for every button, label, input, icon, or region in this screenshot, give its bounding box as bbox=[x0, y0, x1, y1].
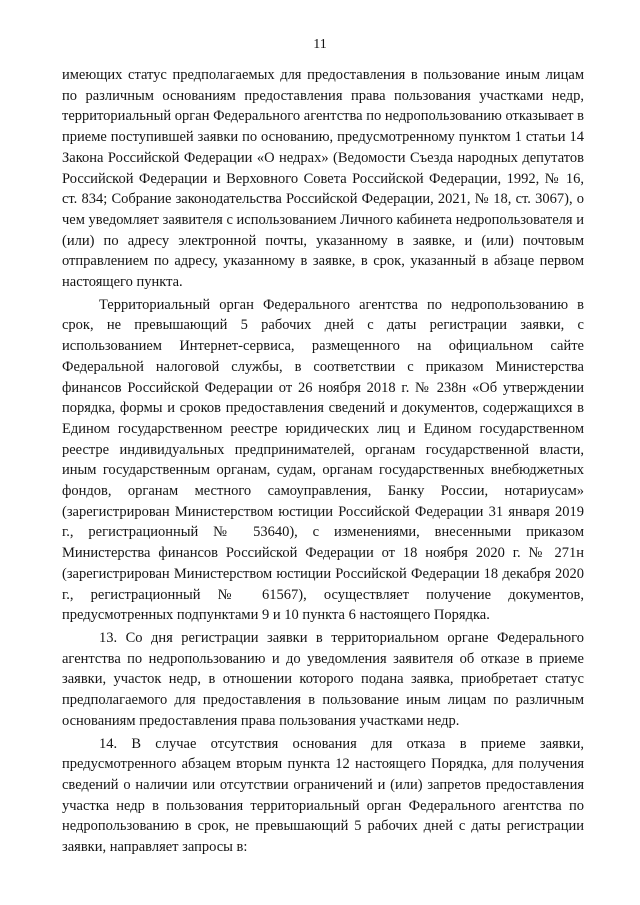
paragraph-continuation: имеющих статус предполагаемых для предоставления в пользование иным лицам по различным основаниям предоставления права пользования участками недр, территориальный орган Федерального агентства по недропользованию отказывает в приеме поступившей заявки по основанию, предусмотренному пунктом 1 статьи 14 Закона Российской Федерации «О недрах» (Ведомости Съезда народных депутатов Российской Федерации и Верховного Совета Российской Федерации, 1992, № 16, ст. 834; Собрание законодательства Российской Федерации, 2021, № 18, ст. 3067), о чем уведомляет заявителя с использованием Личного кабинета недропользователя и (или) по адресу электронной почты, указанному в заявке, и (или) почтовым отправлением по адресу, указанному в заявке, в срок, указанный в абзаце первом настоящего пункта. bbox=[62, 67, 584, 291]
paragraph-item-13: 13. Со дня регистрации заявки в территориальном органе Федерального агентства по недропользованию и до уведомления заявителя об отказе в приеме заявки, участок недр, в отношении которого подана заявка, приобретает статус предполагаемого для предоставления в пользование иным лицам по различным основаниям предоставления права пользования участками недр. bbox=[62, 629, 584, 729]
document-body bbox=[62, 65, 584, 858]
paragraph-item-14: 14. В случае отсутствия основания для отказа в приеме заявки, предусмотренного абзацем вторым пункта 12 настоящего Порядка, для получения сведений о наличии или отсутствии ограничений и (или) запретов предоставления участка недр в пользования территориальный орган Федерального агентства по недропользованию в срок, не превышающий 5 рабочих дней с даты регистрации заявки, направляет запросы в: bbox=[62, 735, 584, 856]
paragraph-territorial-body: Территориальный орган Федерального агентства по недропользованию в срок, не превышающий 5 рабочих дней с даты регистрации заявки, с использованием Интернет-сервиса, размещенного на официальном сайте Федеральной налоговой службы, в соответствии с приказом Министерства финансов Российской Федерации от 26 ноября 2018 г. № 238н «Об утверждении порядка, формы и сроков предоставления сведений и документов, содержащихся в Едином государственном реестре юридических лиц и Едином государственном реестре индивидуальных предпринимателей, органам государственной власти, иным государственным органам, судам, органам государственных внебюджетных фондов, органам местного самоуправления, Банку России, нотариусам» (зарегистрирован Министерством юстиции Российской Федерации 31 января 2019 г., регистрационный № 53640), с изменениями, внесенными приказом Министерства финансов Российской Федерации от 18 ноября 2020 г. № 271н (зарегистрирован Министерством юстиции Российской Федерации 18 декабря 2020 г., регистрационный № 61567), осуществляет получение документов, предусмотренных подпунктами 9 и 10 пункта 6 настоящего Порядка. bbox=[62, 296, 584, 624]
page-number: 11 bbox=[313, 37, 327, 52]
